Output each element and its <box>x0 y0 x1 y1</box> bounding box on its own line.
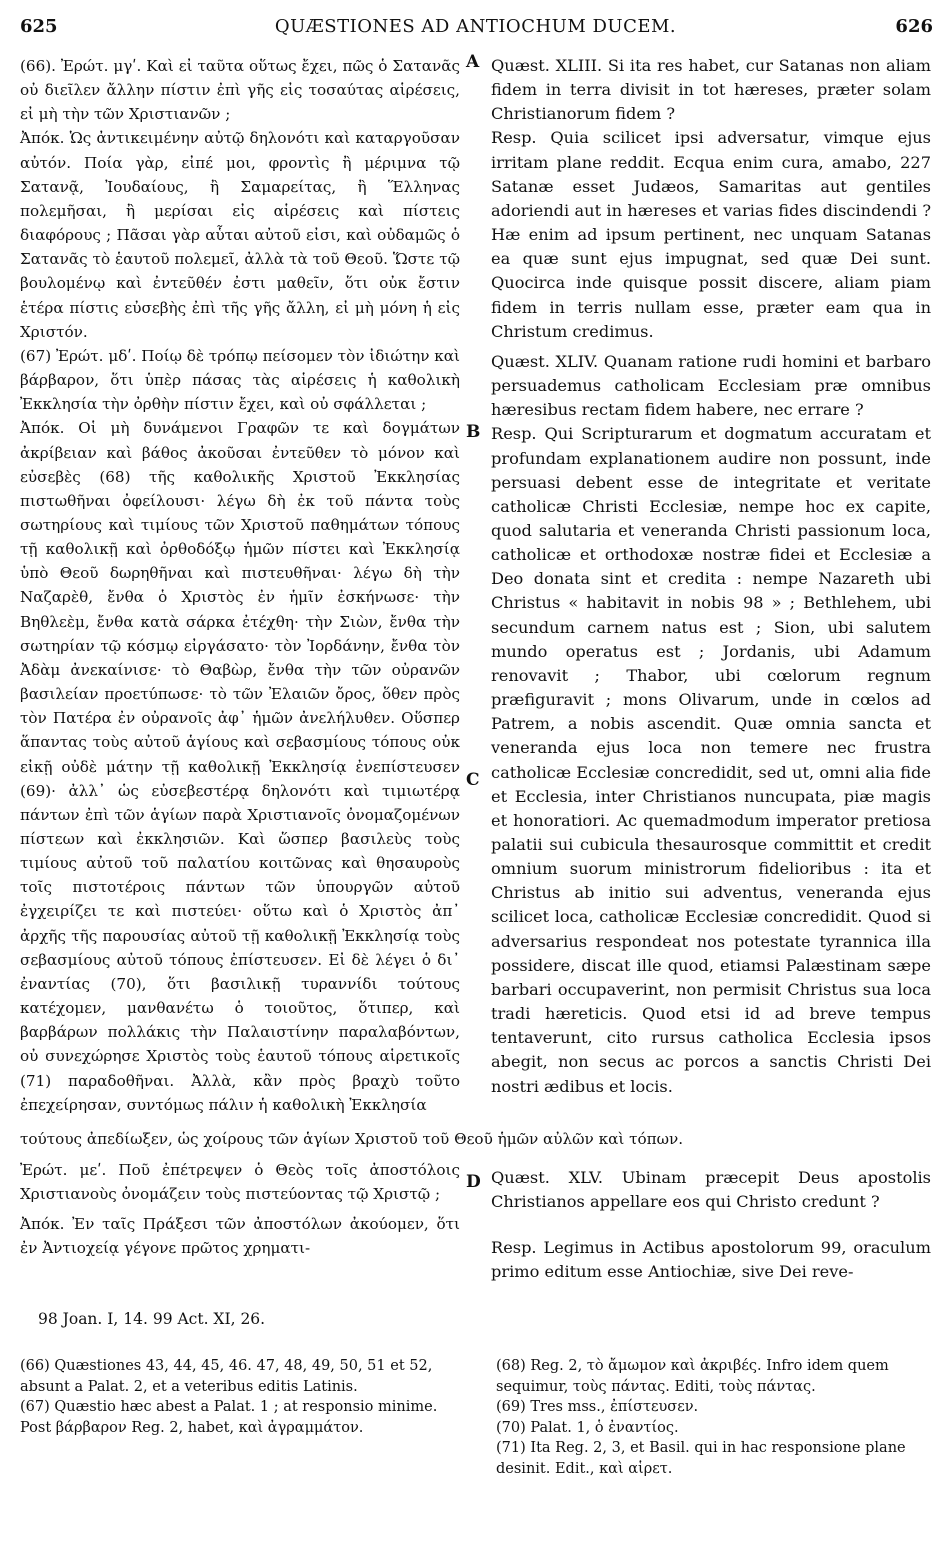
latin-question-44: Quæst. XLIV. Quanam ratione rudi homini et barbaro persuademus catholicam Ecclesiam præ omnibus hæresibus rectam fidem habere, nec errare ? <box>491 351 931 420</box>
footnote-68: (68) Reg. 2, τὸ ἄμωμον καὶ ἀκριβές. Infro idem quem sequimur, τοὺς πάντας. Editi, τοὺς πάντας. <box>496 1358 889 1395</box>
greek-spanning-line: τούτους ἀπεδίωξεν, ὡς χοίρους τῶν ἁγίων Χριστοῦ τοῦ Θεοῦ ἡμῶν αὐλῶν καὶ τόπων. <box>20 1130 684 1148</box>
greek-column <box>20 54 460 1117</box>
footnotes-right <box>496 1356 931 1479</box>
latin-question-43: Quæst. XLIII. Si ita res habet, cur Satanas non aliam fidem in terra divisit in tot hæreses, præter solam Christianorum fidem ? <box>491 56 931 124</box>
bible-references: 98 Joan. I, 14. 99 Act. XI, 26. <box>38 1310 266 1328</box>
latin-column <box>491 54 931 1099</box>
greek-question-45: Ἐρώτ. μεʹ. Ποῦ ἐπέτρεψεν ὁ Θεὸς τοῖς ἀποστόλοις Χριστιανοὺς ὀνομάζειν τοὺς πιστεύοντας τῷ Χριστῷ ; <box>20 1161 460 1204</box>
greek-column-lower <box>20 1158 460 1261</box>
latin-column-lower <box>491 1166 931 1285</box>
footnote-69: (69) Tres mss., ἐπίστευσεν. <box>496 1399 699 1415</box>
footnote-66: (66) Quæstiones 43, 44, 45, 46. 47, 48, 49, 50, 51 et 52, absunt a Palat. 2, et a veteribus editis Latinis. <box>20 1358 433 1395</box>
footnote-71: (71) Ita Reg. 2, 3, et Basil. qui in hac responsione plane desinit. Edit., καὶ αἱρετ. <box>496 1440 906 1477</box>
margin-letter-c: C <box>466 770 480 790</box>
margin-letter-d: D <box>466 1172 481 1192</box>
footnote-70: (70) Palat. 1, ὁ ἐναντίος. <box>496 1419 679 1436</box>
page-header <box>0 0 951 44</box>
latin-answer-45: Resp. Legimus in Actibus apostolorum 99, oraculum primo editum esse Antiochiæ, sive Dei reve- <box>491 1238 931 1282</box>
greek-answer-44: Ἀπόκ. Οἱ μὴ δυνάμενοι Γραφῶν τε καὶ δογμάτων ἀκρίβειαν καὶ βάθος ἀκοῦσαι ἐντεῦθεν τὸ μόνον καὶ εὐσεβὲς (68) τῆς καθολικῆς Χριστοῦ Ἐκκλησίας πιστωθῆναι ὀφείλουσι· λέγω δὴ ἐκ τοῦ πάντα τοὺς σωτηρίους καὶ τιμίους τῶν Χριστοῦ παθημάτων τόπους τῇ καθολικῇ καὶ ὀρθοδόξῳ ἡμῶν πίστει καὶ Ἐκκλησίᾳ ὑπὸ Θεοῦ δωρηθῆναι καὶ πιστευθῆναι· λέγω δὴ τὴν Ναζαρὲθ, ἔνθα ὁ Χριστὸς ἐν ἡμῖν ἐσκήνωσε· τὴν Βηθλεὲμ, ἔνθα κατὰ σάρκα ἐτέχθη· τὴν Σιὼν, ἔνθα τὴν σωτηρίαν τῷ κόσμῳ εἰργάσατο· τὸν Ἰορδάνην, ἔνθα τὸν Ἀδὰμ ἀνεκαίνισε· τὸ Θαβὼρ, ἔνθα τὴν τῶν οὐρανῶν βασιλείαν προετύπωσε· τὸ τῶν Ἐλαιῶν ὄρος, ὅθεν πρὸς τὸν Πατέρα ἐν οὐρανοῖς ἀφ᾿ ἡμῶν ἀνελήλυθεν. Οὕσπερ ἅπαντας τοὺς αὐτοῦ ἁγίους καὶ σεβασμίους τόπους οὐκ εἰκῇ οὐδὲ μάτην τῇ καθολικῇ Ἐκκλησίᾳ ἐνεπίστευσεν (69)· ἀλλ᾿ ὡς εὐσεβεστέρᾳ δηλονότι καὶ τιμιωτέρᾳ πάντων ἐπὶ τῶν ἁγίων παρὰ Χριστιανοῖς ὀνομαζομένων πίστεων καὶ ἐκκλησιῶν. Καὶ ὥσπερ βασιλεὺς τοὺς τιμίους αὐτοῦ τοῦ παλατίου κοιτῶνας καὶ θησαυροὺς τοῖς πιστοτέροις πάντων τῶν ὑπουργῶν αὐτοῦ ἐγχειρίζει τε καὶ πιστεύει· οὕτω καὶ ὁ Χριστὸς ἀπ᾿ ἀρχῆς τῆς παρουσίας αὐτοῦ τῇ καθολικῇ Ἐκκλησίᾳ τοὺς σεβασμίους αὐτοῦ τόπους ἐπίστευσεν. Εἰ δὲ λέγει ὁ δι᾿ ἐναντίας (70), ὅτι βασιλικῇ τυραννίδι τούτους κατέχομεν, μανθανέτω ὁ τοιοῦτος, ὅτιπερ, καὶ βαρβάρων πολλάκις τὴν Παλαιστίνην παραλαβόντων, οὐ συνεχώρησε Χριστὸς τοὺς ἑαυτοῦ τόπους αἱρετικοῖς (71) παραδοθῆναι. Ἀλλὰ, κἂν πρὸς βραχὺ τοῦτο ἐπεχείρησαν, συντόμως πάλιν ἡ καθολικὴ Ἐκκλησία <box>20 419 460 1114</box>
footnotes-left <box>20 1356 460 1438</box>
margin-letter-b: B <box>466 422 481 442</box>
greek-answer-43: Ἀπόκ. Ὡς ἀντικειμένην αὐτῷ δηλονότι καὶ καταργοῦσαν αὐτόν. Ποία γὰρ, εἰπέ μοι, φροντὶς ἢ μέριμνα τῷ Σατανᾷ, Ἰουδαίους, ἢ Σαμαρείτας, ἢ Ἕλληνας πολεμῆσαι, ἢ μερίσαι εἰς αἱρέσεις καὶ πίστεις διαφόρους ; Πᾶσαι γὰρ αὗται αὐτοῦ εἰσι, καὶ οὐδαμῶς ὁ Σατανᾶς τὸ ἑαυτοῦ πολεμεῖ, ἀλλὰ τὰ τοῦ Θεοῦ. Ὥστε τῷ βουλομένῳ καὶ ἐντεῦθέν ἐστι μαθεῖν, ὅτι οὐκ ἔστιν ἑτέρα πίστις εὐσεβὴς ἐπὶ τῆς γῆς ἄλλη, εἰ μὴ μόνη ἡ εἰς Χριστόν. <box>20 129 460 341</box>
running-title: QUÆSTIONES AD ANTIOCHUM DUCEM. <box>274 16 677 37</box>
footnote-67: (67) Quæstio hæc abest a Palat. 1 ; at responsio minime. Post βάρβαρον Reg. 2, habet, καὶ ἀγραμμάτον. <box>20 1399 438 1436</box>
greek-question-43: (66). Ἐρώτ. μγʹ. Καὶ εἰ ταῦτα οὕτως ἔχει, πῶς ὁ Σατανᾶς οὐ διεῖλεν ἄλλην πίστιν ἐπὶ γῆς εἰς τοσαύτας αἱρέσεις, εἰ μὴ τὴν τῶν Χριστιανῶν ; <box>20 57 460 124</box>
page-number-right: 626 <box>895 16 933 37</box>
latin-answer-44: Resp. Qui Scripturarum et dogmatum accuratam et profundam explanationem audire non possunt, inde persuasi debent esse de integritate et veritate catholicæ Christi Ecclesiæ, nempe hoc ex capite, quod salutaria et veneranda Christi passionum loca, catholicæ et orthodoxæ nostræ fidei et Ecclesiæ a Deo donata sint et credita : nempe Nazareth ubi Christus « habitavit in nobis 98 » ; Bethlehem, ubi secundum carnem natus est ; Sion, ubi salutem mundo operatus est ; Jordanis, ubi Adamum renovavit ; Thabor, ubi cœlorum regnum præfiguravit ; mons Olivarum, unde in cœlos ad Patrem, a nobis ascendit. Quæ omnia sancta et veneranda ejus loca non temere nec frustra catholicæ Ecclesiæ concredidit, sed ut, omni alia fide et Ecclesia, inter Christianos nuncupata, piæ magis et honoratiori. Ac quemadmodum imperator pretiosa palatii sui cubicula thesaurosque committit et credit omnium suorum ministrorum fidelioribus : ita et Christus ab initio sui adventus, veneranda ejus scilicet loca, catholicæ Ecclesiæ concredidit. Quod si adversarius respondeat nos potestate tyrannica illa possidere, discat ille quod, etiamsi Palæstinam sæpe barbari occupaverint, non permisit Christus sua loca tradi hæreticis. Quod etsi id ad breve tempus tentaverunt, cito rursus catholica Ecclesia ipsos abegit, non secus ac porcos a sanctis Christi Dei nostri ædibus et locis. <box>491 424 931 1096</box>
greek-question-44: (67) Ἐρώτ. μδʹ. Ποίῳ δὲ τρόπῳ πείσομεν τὸν ἰδιώτην καὶ βάρβαρον, ὅτι ὑπὲρ πάσας τὰς αἱρέσεις ἡ καθολικὴ Ἐκκλησία τὴν ὀρθὴν πίστιν ἔχει, καὶ οὐ σφάλλεται ; <box>20 346 460 414</box>
page-number-left: 625 <box>20 16 58 37</box>
latin-question-45: Quæst. XLV. Ubinam præcepit Deus apostolis Christianos appellare eos qui Christo credunt ? <box>491 1168 931 1212</box>
margin-letter-a: A <box>466 52 480 72</box>
latin-answer-43: Resp. Quia scilicet ipsi adversatur, vimque ejus irritam plane reddit. Ecqua enim cura, amabo, 227 Satanæ esset Judæos, Samaritas aut gentiles adoriendi aut in hæreses et varias fides discindendi ? Hæ enim ad ipsum pertinent, nec unquam Satanas ea quæ sunt ejus impugnat, sed quæ Dei sunt. Quocirca inde quisque possit discere, aliam piam fidem in terris nullam esse, præter eam qua in Christum credimus. <box>491 128 931 341</box>
greek-answer-45: Ἀπόκ. Ἐν ταῖς Πράξεσι τῶν ἀποστόλων ἀκούομεν, ὅτι ἐν Ἀντιοχείᾳ γέγονε πρῶτος χρηματι- <box>20 1215 460 1258</box>
